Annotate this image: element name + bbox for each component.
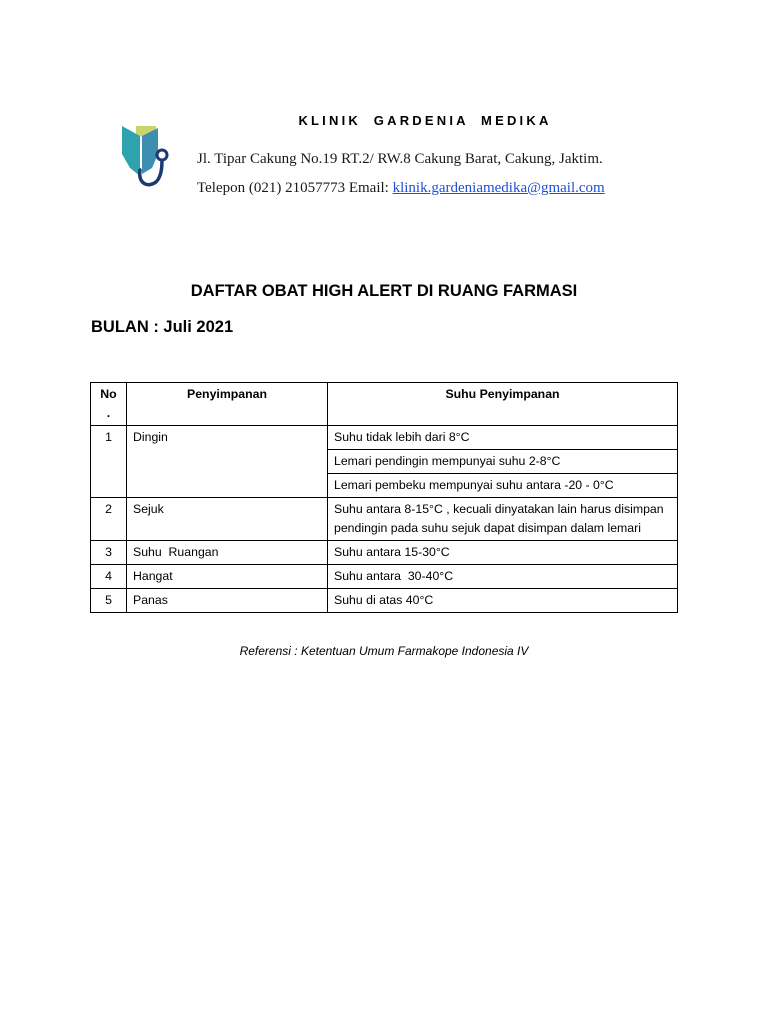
header-storage: Penyimpanan	[127, 383, 328, 426]
row-temperature: Suhu antara 30-40°C	[328, 565, 678, 589]
row-no: 2	[91, 498, 127, 541]
clinic-logo-icon	[118, 124, 182, 190]
row-temperature: Lemari pendingin mempunyai suhu 2-8°C	[328, 450, 678, 474]
table-row	[91, 426, 678, 450]
logo-stethoscope-head	[157, 150, 167, 160]
storage-table	[90, 382, 678, 613]
table-row	[91, 498, 678, 541]
row-no: 5	[91, 589, 127, 613]
table-row	[91, 541, 678, 565]
table-header-row	[91, 383, 678, 426]
month-line: BULAN : Juli 2021	[91, 318, 234, 336]
clinic-address: Jl. Tipar Cakung No.19 RT.2/ RW.8 Cakung Barat, Cakung, Jaktim.	[197, 151, 603, 167]
row-temperature: Suhu di atas 40°C	[328, 589, 678, 613]
email-link[interactable]: klinik.gardeniamedika@gmail.com	[392, 180, 605, 196]
row-no: 3	[91, 541, 127, 565]
row-temperature: Suhu antara 8-15°C , kecuali dinyatakan lain harus disimpan pendingin pada suhu sejuk dapat disimpan dalam lemari	[328, 498, 678, 541]
row-no: 1	[91, 426, 127, 498]
contact-line	[197, 180, 605, 197]
phone-text: Telepon (021) 21057773 Email:	[197, 180, 393, 196]
row-storage: Suhu Ruangan	[127, 541, 328, 565]
row-storage: Hangat	[127, 565, 328, 589]
table-row	[91, 565, 678, 589]
row-temperature: Suhu antara 15-30°C	[328, 541, 678, 565]
clinic-name: KLINIK GARDENIA MEDIKA	[298, 113, 552, 128]
header-temperature: Suhu Penyimpanan	[328, 383, 678, 426]
document-title: DAFTAR OBAT HIGH ALERT DI RUANG FARMASI	[190, 282, 578, 300]
logo-right-leaf	[142, 128, 158, 174]
header-no: No .	[91, 383, 127, 426]
row-temperature: Lemari pembeku mempunyai suhu antara -20 - 0°C	[328, 474, 678, 498]
row-storage: Panas	[127, 589, 328, 613]
reference-note: Referensi : Ketentuan Umum Farmakope Indonesia IV	[239, 644, 529, 658]
row-storage: Sejuk	[127, 498, 328, 541]
row-no: 4	[91, 565, 127, 589]
table-row	[91, 589, 678, 613]
row-storage: Dingin	[127, 426, 328, 498]
row-temperature: Suhu tidak lebih dari 8°C	[328, 426, 678, 450]
